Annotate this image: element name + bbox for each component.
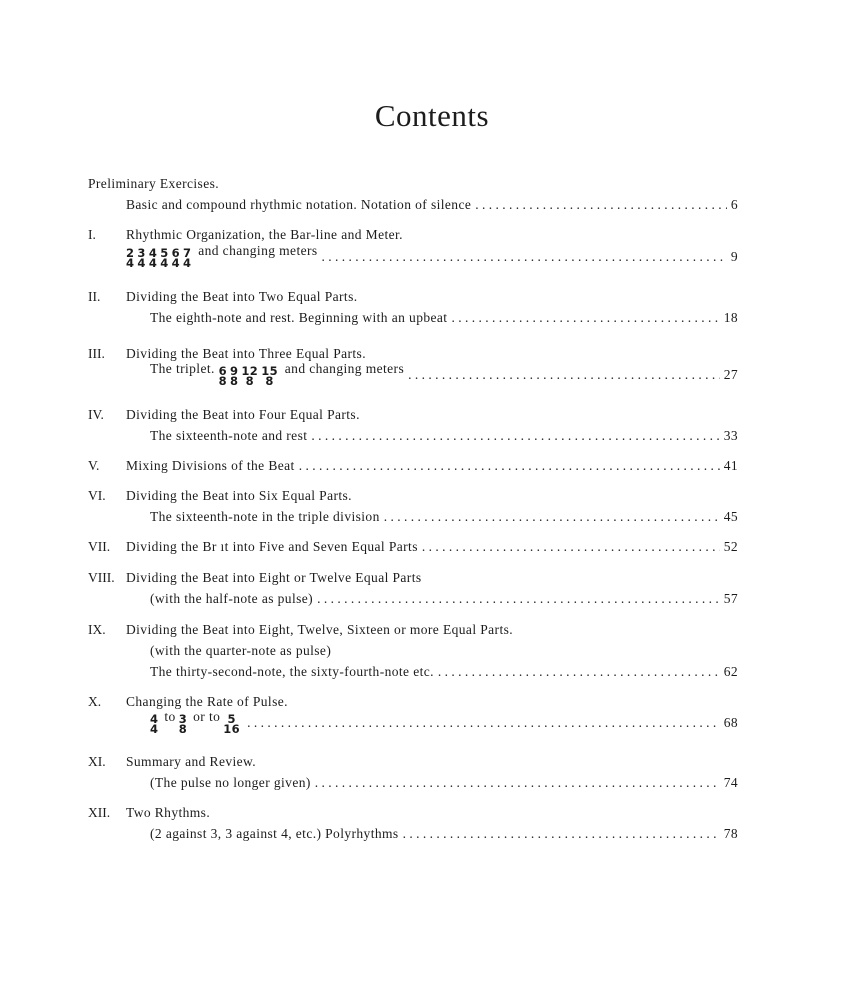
page-number: 27 <box>723 367 738 382</box>
entry-text: The triplet. 6 8 9 8 12 8 15 8 and changing meters <box>150 361 405 388</box>
chapter-number: I. <box>88 227 96 242</box>
chapter-heading: Dividing the Beat into Eight, Twelve, Sixteen or more Equal Parts. <box>126 622 514 637</box>
toc-entry-preliminary[interactable] <box>126 194 738 216</box>
dot-leader <box>322 246 727 268</box>
chapter-number: IX. <box>88 622 106 637</box>
toc-entry-chapter-4[interactable] <box>150 425 738 447</box>
dot-leader <box>451 307 719 329</box>
chapter-heading: Two Rhythms. <box>126 805 211 820</box>
time-signature: 9 8 <box>229 364 239 388</box>
page-number: 18 <box>723 310 738 325</box>
time-signature: 7 4 <box>183 246 192 270</box>
page-number: 57 <box>723 591 738 606</box>
toc-entry-chapter-5[interactable] <box>126 455 738 477</box>
page-number: 6 <box>730 197 738 212</box>
toc-entry-chapter-8[interactable] <box>150 588 738 610</box>
time-signature: 6 8 <box>218 364 227 388</box>
chapter-heading: Summary and Review. <box>126 754 257 769</box>
chapter-heading: Dividing the Beat into Two Equal Parts. <box>126 289 358 304</box>
chapter-number: VI. <box>88 488 106 503</box>
page-title: Contents <box>374 98 490 133</box>
toc-entry-chapter-11[interactable] <box>150 772 738 794</box>
page-number: 68 <box>723 715 738 730</box>
dot-leader <box>403 823 720 845</box>
chapter-number: VIII. <box>88 570 115 585</box>
entry-text: 4 4 to 3 8 or to 5 16 <box>150 709 241 736</box>
page-number: 52 <box>723 539 738 554</box>
entry-text: The sixteenth-note and rest <box>150 428 308 443</box>
chapter-number: XII. <box>88 805 111 820</box>
dot-leader <box>299 455 720 477</box>
chapter-heading: Dividing the Beat into Three Equal Parts. <box>126 346 366 361</box>
chapter-heading: Changing the Rate of Pulse. <box>126 694 288 709</box>
entry-text: 2 4 3 4 4 4 5 4 6 4 7 4 and changing meters <box>126 243 318 270</box>
toc-entry-chapter-1[interactable] <box>126 243 738 270</box>
chapter-number: III. <box>88 346 105 361</box>
page-number: 74 <box>723 775 738 790</box>
page-number: 78 <box>723 826 738 841</box>
chapter-number: V. <box>88 458 100 473</box>
page-number: 62 <box>723 664 738 679</box>
toc-entry-chapter-3[interactable] <box>150 361 738 388</box>
page-number: 33 <box>723 428 738 443</box>
chapter-number: X. <box>88 694 102 709</box>
entry-text: Dividing the Br ıt into Five and Seven Equal Parts <box>126 539 418 554</box>
time-signature: 3 8 <box>178 712 188 736</box>
entry-text: (with the half-note as pulse) <box>150 591 314 606</box>
dot-leader <box>311 425 719 447</box>
time-signature: 2 4 <box>126 246 135 270</box>
toc-entry-chapter-2[interactable] <box>150 307 738 329</box>
page-number: 41 <box>723 458 738 473</box>
dot-leader <box>422 536 720 558</box>
dot-leader <box>315 772 720 794</box>
toc-entry-chapter-7[interactable] <box>126 536 738 558</box>
entry-text: Basic and compound rhythmic notation. Notation of silence <box>126 197 472 212</box>
time-signature: 4 4 <box>150 712 159 736</box>
page-number: 45 <box>723 509 738 524</box>
chapter-heading: Dividing the Beat into Six Equal Parts. <box>126 488 352 503</box>
toc-entry-chapter-10[interactable] <box>150 709 738 736</box>
entry-text: Mixing Divisions of the Beat <box>126 458 295 473</box>
time-signature: 5 4 <box>160 246 169 270</box>
entry-text: The sixteenth-note in the triple division <box>150 509 380 524</box>
chapter-number: VII. <box>88 539 111 554</box>
toc-entry-chapter-12[interactable] <box>150 823 738 845</box>
dot-leader <box>384 506 720 528</box>
dot-leader <box>247 712 720 734</box>
preliminary-heading: Preliminary Exercises. <box>88 176 220 191</box>
entry-text: (2 against 3, 3 against 4, etc.) Polyrhythms <box>150 826 399 841</box>
toc-entry-chapter-6[interactable] <box>150 506 738 528</box>
chapter-number: IV. <box>88 407 104 422</box>
dot-leader <box>475 194 727 216</box>
chapter-heading: Rhythmic Organization, the Bar-line and Meter. <box>126 227 403 242</box>
chapter-heading: Dividing the Beat into Four Equal Parts. <box>126 407 360 422</box>
time-signature: 3 4 <box>137 246 146 270</box>
time-signature: 12 8 <box>241 364 259 388</box>
chapter-number: II. <box>88 289 101 304</box>
entry-text: The thirty-second-note, the sixty-fourth-note etc. <box>150 664 434 679</box>
time-signature: 6 4 <box>171 246 181 270</box>
toc-entry-chapter-9[interactable] <box>150 661 738 683</box>
entry-text: The eighth-note and rest. Beginning with an upbeat <box>150 310 448 325</box>
chapter-number: XI. <box>88 754 106 769</box>
chapter-subheading: (with the quarter-note as pulse) <box>150 643 332 658</box>
time-signature: 5 16 <box>223 712 241 736</box>
chapter-heading: Dividing the Beat into Eight or Twelve Equal Parts <box>126 570 422 585</box>
entry-text: (The pulse no longer given) <box>150 775 311 790</box>
dot-leader <box>408 364 720 386</box>
time-signature: 15 8 <box>261 364 278 388</box>
dot-leader <box>317 588 720 610</box>
dot-leader <box>438 661 720 683</box>
time-signature: 4 4 <box>148 246 158 270</box>
page-number: 9 <box>730 249 738 264</box>
